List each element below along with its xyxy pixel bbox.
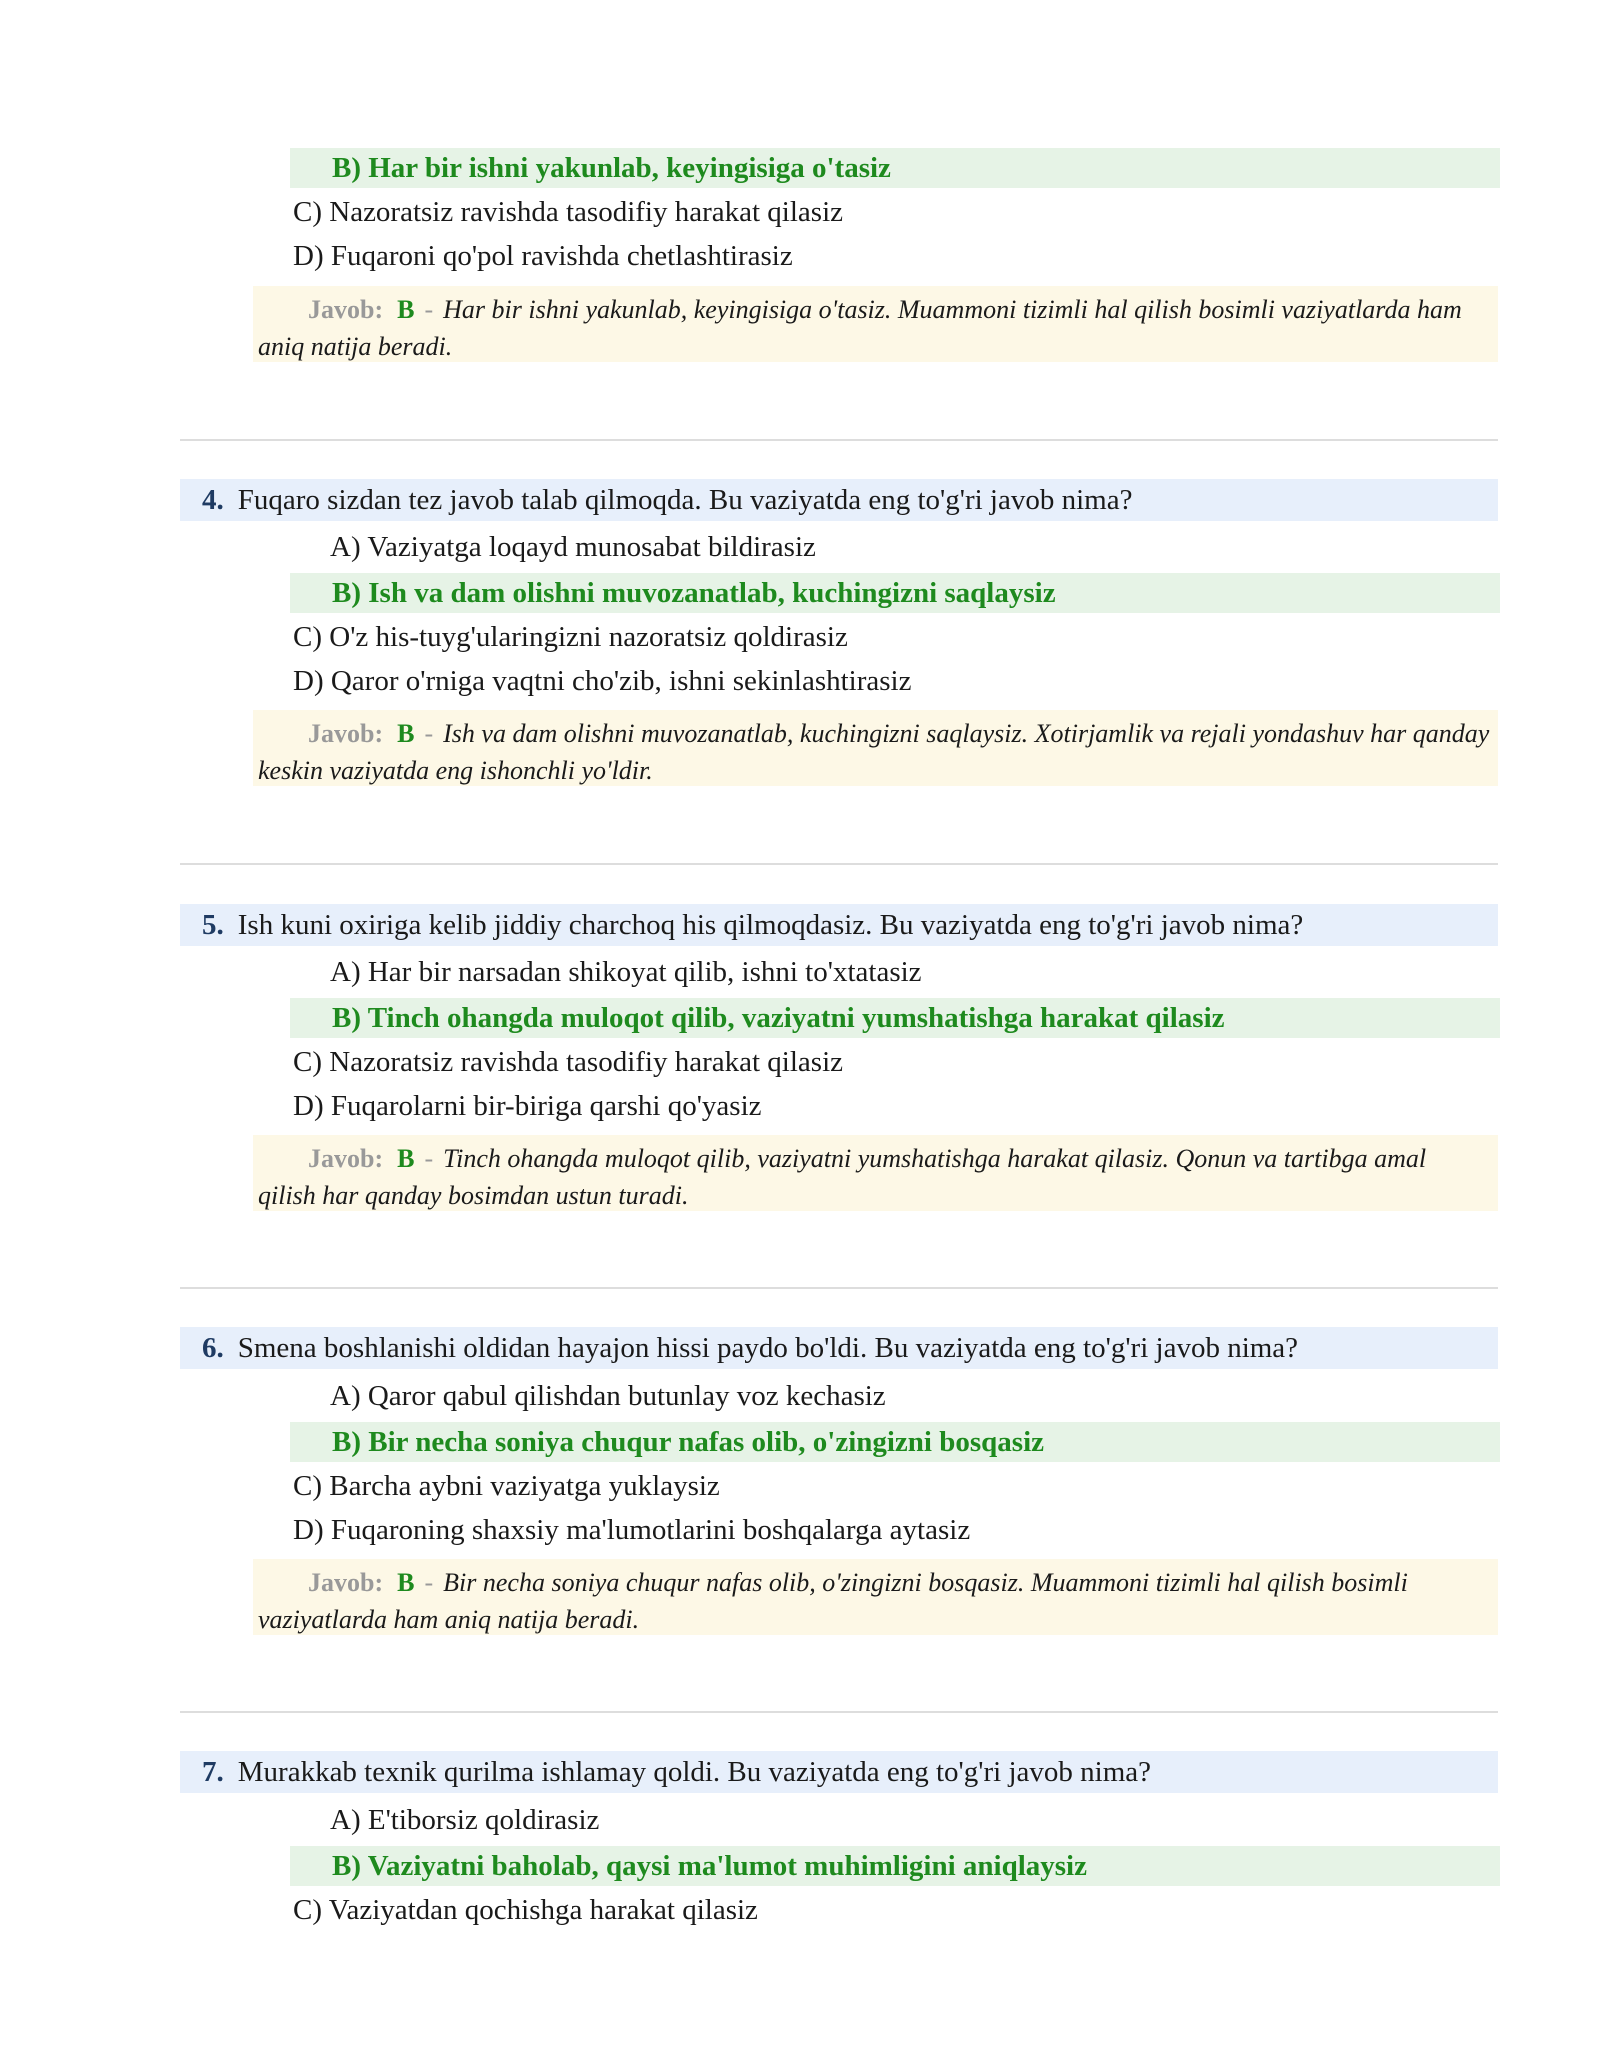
answer-label: Javob: [308, 295, 384, 324]
option-a: A) E'tiborsiz qoldirasiz [330, 1804, 600, 1836]
question-header [180, 904, 1498, 946]
question-header [180, 479, 1498, 521]
answer-letter: B [397, 719, 415, 748]
section-divider [180, 863, 1498, 865]
option-d: D) Fuqaroni qo'pol ravishda chetlashtirasiz [293, 240, 793, 272]
question-header [180, 1327, 1498, 1369]
answer-label: Javob: [308, 1568, 384, 1597]
question-text: Murakkab texnik qurilma ishlamay qoldi. Bu vaziyatda eng to'g'ri javob nima? [237, 1755, 1152, 1788]
option-c: C) Barcha aybni vaziyatga yuklaysiz [293, 1470, 720, 1502]
section-divider [180, 439, 1498, 441]
option-a: A) Har bir narsadan shikoyat qilib, ishni to'xtatasiz [330, 956, 922, 988]
option-b-correct: B) Ish va dam olishni muvozanatlab, kuchingizni saqlaysiz [290, 573, 1500, 613]
question-number: 5. [202, 908, 224, 941]
option-c: C) Vaziyatdan qochishga harakat qilasiz [293, 1894, 758, 1926]
option-b-correct: B) Tinch ohangda muloqot qilib, vaziyatni yumshatishga harakat qilasiz [290, 998, 1500, 1038]
question-number: 4. [202, 483, 224, 516]
answer-box [253, 286, 1498, 362]
option-c: C) Nazoratsiz ravishda tasodifiy harakat qilasiz [293, 196, 843, 228]
answer-dash: - [424, 719, 434, 748]
answer-explanation: Tinch ohangda muloqot qilib, vaziyatni yumshatishga harakat qilasiz. Qonun va tartibga amal qilish har qanday bosimdan ustun turadi. [258, 1144, 1427, 1210]
question-number: 6. [202, 1331, 224, 1364]
answer-dash: - [424, 295, 434, 324]
option-a: A) Vaziyatga loqayd munosabat bildirasiz [330, 531, 816, 563]
option-d: D) Fuqarolarni bir-biriga qarshi qo'yasiz [293, 1090, 762, 1122]
option-c: C) Nazoratsiz ravishda tasodifiy harakat qilasiz [293, 1046, 843, 1078]
question-number: 7. [202, 1755, 224, 1788]
question-text: Smena boshlanishi oldidan hayajon hissi paydo bo'ldi. Bu vaziyatda eng to'g'ri javob nima? [237, 1331, 1299, 1364]
answer-box [253, 1135, 1498, 1211]
answer-box [253, 710, 1498, 786]
section-divider [180, 1287, 1498, 1289]
question-text: Ish kuni oxiriga kelib jiddiy charchoq his qilmoqdasiz. Bu vaziyatda eng to'g'ri javob nima? [237, 908, 1304, 941]
option-a: A) Qaror qabul qilishdan butunlay voz kechasiz [330, 1380, 886, 1412]
option-c: C) O'z his-tuyg'ularingizni nazoratsiz qoldirasiz [293, 621, 848, 653]
option-b-correct: B) Har bir ishni yakunlab, keyingisiga o'tasiz [290, 148, 1500, 188]
answer-label: Javob: [308, 719, 384, 748]
answer-explanation: Ish va dam olishni muvozanatlab, kuchingizni saqlaysiz. Xotirjamlik va rejali yondashuv har qanday keskin vaziyatda eng ishonchli yo'ldir. [258, 719, 1490, 785]
question-text: Fuqaro sizdan tez javob talab qilmoqda. Bu vaziyatda eng to'g'ri javob nima? [237, 483, 1133, 516]
question-header [180, 1751, 1498, 1793]
option-b-correct: B) Bir necha soniya chuqur nafas olib, o'zingizni bosqasiz [290, 1422, 1500, 1462]
answer-explanation: Bir necha soniya chuqur nafas olib, o'zingizni bosqasiz. Muammoni tizimli hal qilish bosimli vaziyatlarda ham aniq natija beradi. [258, 1568, 1408, 1634]
answer-letter: B [397, 1568, 415, 1597]
answer-letter: B [397, 1144, 415, 1173]
answer-letter: B [397, 295, 415, 324]
option-d: D) Qaror o'rniga vaqtni cho'zib, ishni sekinlashtirasiz [293, 665, 912, 697]
answer-explanation: Har bir ishni yakunlab, keyingisiga o'tasiz. Muammoni tizimli hal qilish bosimli vaziyatlarda ham aniq natija beradi. [258, 295, 1462, 361]
answer-box [253, 1559, 1498, 1635]
option-b-correct: B) Vaziyatni baholab, qaysi ma'lumot muhimligini aniqlaysiz [290, 1846, 1500, 1886]
option-d: D) Fuqaroning shaxsiy ma'lumotlarini boshqalarga aytasiz [293, 1514, 971, 1546]
section-divider [180, 1711, 1498, 1713]
answer-dash: - [424, 1144, 434, 1173]
answer-label: Javob: [308, 1144, 384, 1173]
answer-dash: - [424, 1568, 434, 1597]
